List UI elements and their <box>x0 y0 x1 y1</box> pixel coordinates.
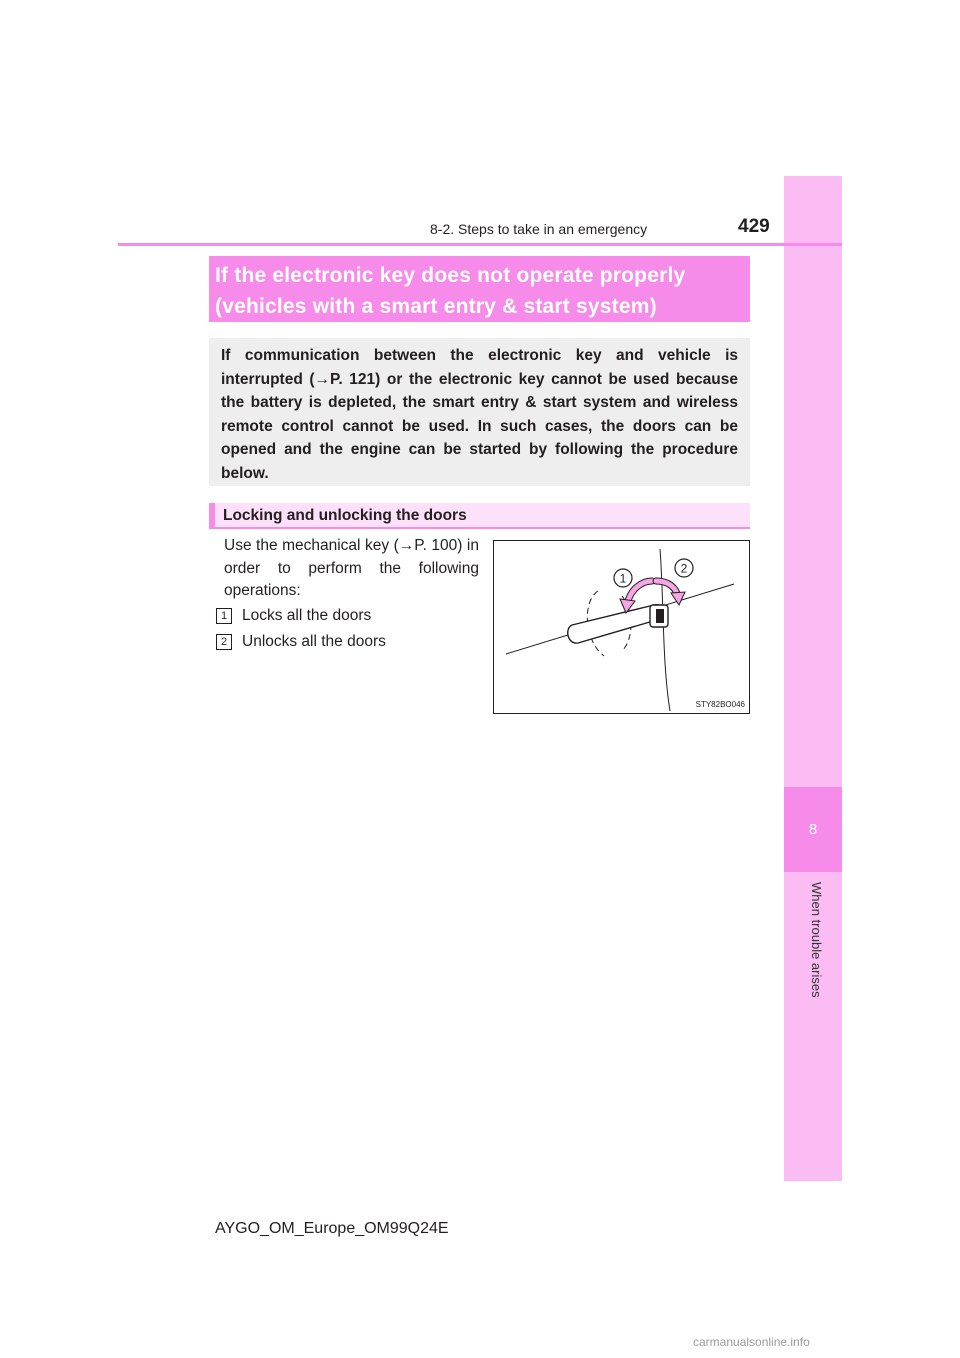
step-text: Unlocks all the doors <box>242 633 386 650</box>
subsection-heading: Locking and unlocking the doors <box>209 503 750 529</box>
page-number: 429 <box>738 216 770 237</box>
section-title-line2: (vehicles with a smart entry & start system) <box>215 295 657 318</box>
figure-code: STY82BO046 <box>695 700 745 709</box>
subsection-body: Use the mechanical key (→P. 100) in order to perform the following operations: <box>224 537 479 599</box>
section-title <box>209 256 750 322</box>
door-edge-line <box>660 549 670 711</box>
step-item <box>216 606 371 626</box>
section-title-line1: If the electronic key does not operate properly <box>215 264 686 287</box>
chapter-number: 8 <box>784 787 842 872</box>
footer-document-id: AYGO_OM_Europe_OM99Q24E <box>215 1220 449 1237</box>
step-text: Locks all the doors <box>242 607 372 624</box>
callout-label: 2 <box>680 561 688 576</box>
intro-box: If communication between the electronic key and vehicle is interrupted (→P. 121) or the electronic key cannot be used because the battery is depleted, the smart entry & start system and wireless remote control cannot be used. In such cases, the doors can be opened and the engine can be started by following the procedure below. <box>209 338 750 486</box>
header-rule <box>118 243 842 246</box>
door-handle-illustration <box>494 541 749 713</box>
step-number-badge: 2 <box>216 634 232 650</box>
callout-label: 1 <box>619 571 627 586</box>
watermark: carmanualsonline.info <box>693 1335 810 1349</box>
step-number-badge: 1 <box>216 608 232 624</box>
door-handle-figure <box>493 540 750 714</box>
section-header: 8-2. Steps to take in an emergency <box>430 221 648 237</box>
key-icon <box>656 609 664 623</box>
step-item <box>216 632 386 652</box>
chapter-side-tab <box>784 176 842 1181</box>
chapter-title: When trouble arises <box>809 882 824 998</box>
